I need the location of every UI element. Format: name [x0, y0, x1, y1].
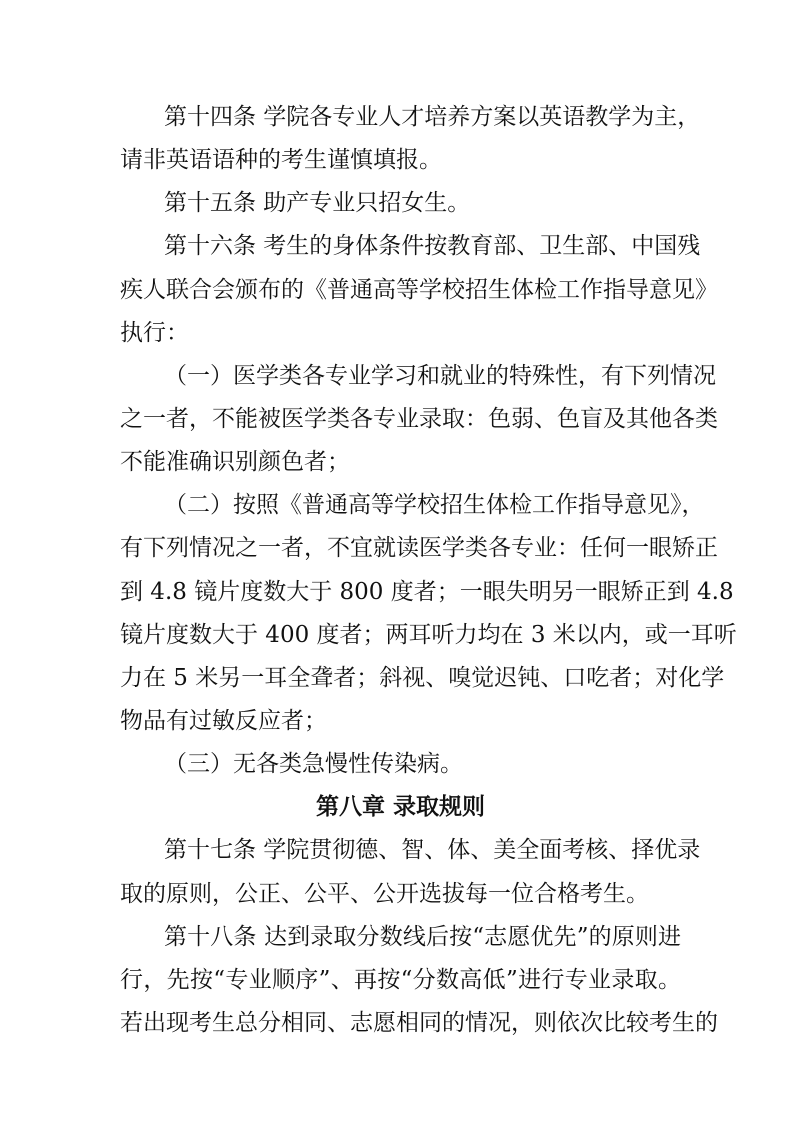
- text-line: （三）无各类急慢性传染病。: [164, 751, 463, 778]
- text-line: 第十六条 考生的身体条件按教育部、卫生部、中国残: [164, 233, 701, 260]
- text-line: 取的原则，公正、公平、公开选拔每一位合格考生。: [120, 880, 649, 907]
- text-line: 之一者，不能被医学类各专业录取：色弱、色盲及其他各类: [120, 405, 718, 432]
- text-line: （二）按照《普通高等学校招生体检工作指导意见》，: [164, 492, 705, 519]
- text-line: 疾人联合会颁布的《普通高等学校招生体检工作指导意见》: [120, 276, 718, 303]
- text-line: （一）医学类各专业学习和就业的特殊性，有下列情况: [164, 362, 716, 389]
- text-line: 镜片度数大于 400 度者；两耳听力均在 3 米以内，或一耳听: [120, 621, 737, 648]
- text-line: 第十五条 助产专业只招女生。: [164, 190, 471, 217]
- text-line: 不能准确识别颜色者；: [120, 449, 350, 476]
- text-line: 有下列情况之一者，不宜就读医学类各专业：任何一眼矫正: [120, 535, 718, 562]
- text-line: 第十四条 学院各专业人才培养方案以英语教学为主，: [164, 104, 701, 130]
- text-line: 第十七条 学院贯彻德、智、体、美全面考核、择优录: [164, 837, 701, 864]
- text-line: 若出现考生总分相同、志愿相同的情况，则依次比较考生的: [120, 1009, 718, 1036]
- text-line: 物品有过敏反应者；: [120, 707, 327, 734]
- text-line: 执行：: [120, 319, 189, 346]
- chapter-heading: 第八章 录取规则: [315, 794, 485, 821]
- text-line: 到 4.8 镜片度数大于 800 度者；一眼失明另一眼矫正到 4.8: [120, 578, 734, 605]
- text-line: 第十八条 达到录取分数线后按“志愿优先”的原则进: [164, 923, 681, 950]
- text-line: 力在 5 米另一耳全聋者；斜视、嗅觉迟钝、口吃者；对化学: [120, 664, 725, 691]
- text-line: 行，先按“专业顺序”、再按“分数高低”进行专业录取。: [120, 966, 681, 993]
- text-line: 请非英语语种的考生谨慎填报。: [120, 147, 442, 174]
